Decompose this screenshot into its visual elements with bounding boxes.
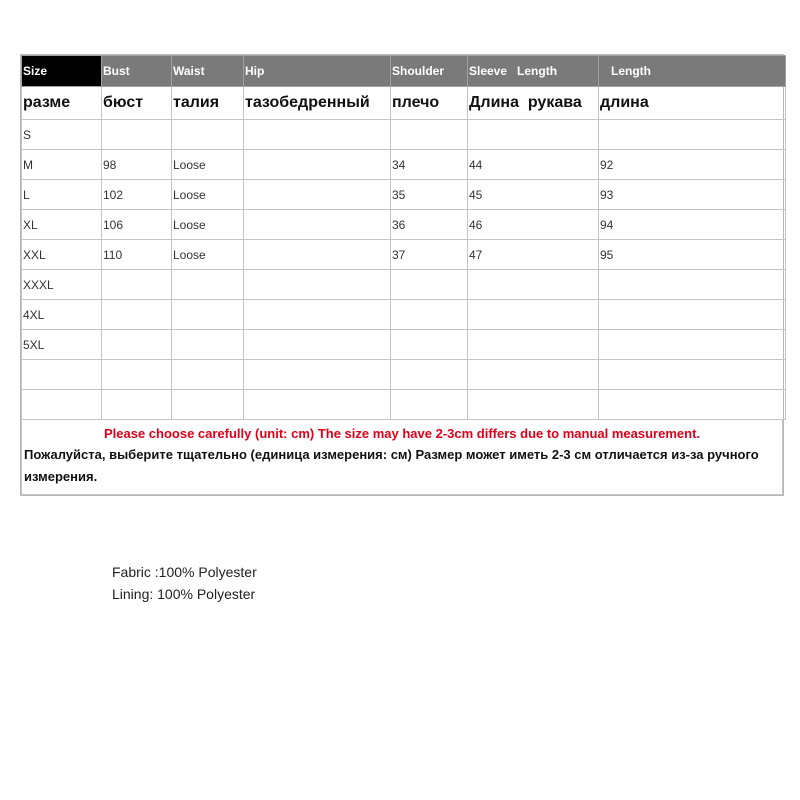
fabric-info [112,561,257,605]
cell-bust: 106 [102,210,172,240]
cell-waist [172,120,244,150]
table-row [22,150,786,180]
header-bust: Bust [102,56,172,87]
cell-waist [172,300,244,330]
cell-shoulder: 37 [391,240,468,270]
header-ru-sleeve-length: Длина рукава [468,87,599,120]
cell-hip [244,300,391,330]
cell-waist [172,360,244,390]
cell-bust: 98 [102,150,172,180]
table-row [22,390,786,420]
cell-bust: 102 [102,180,172,210]
cell-hip [244,270,391,300]
cell-waist: Loose [172,180,244,210]
table-row [22,120,786,150]
cell-length [599,300,786,330]
header-ru-hip: тазобедренный [244,87,391,120]
header-row-russian [22,87,786,120]
header-waist: Waist [172,56,244,87]
cell-hip [244,210,391,240]
table-row [22,330,786,360]
header-shoulder: Shoulder [391,56,468,87]
header-ru-shoulder: плечо [391,87,468,120]
cell-length: 94 [599,210,786,240]
cell-sleeve-length: 46 [468,210,599,240]
cell-sleeve-length [468,390,599,420]
table-row [22,210,786,240]
table-row [22,270,786,300]
note-english: Please choose carefully (unit: cm) The size may have 2-3cm differs due to manual measurement. [103,426,701,441]
cell-hip [244,330,391,360]
cell-size: XL [22,210,102,240]
header-hip: Hip [244,56,391,87]
cell-waist [172,330,244,360]
header-length: Length [599,56,786,87]
cell-bust [102,360,172,390]
cell-sleeve-length [468,270,599,300]
cell-hip [244,240,391,270]
cell-waist: Loose [172,210,244,240]
cell-size: 5XL [22,330,102,360]
cell-length [599,390,786,420]
header-size: Size [22,56,102,87]
cell-shoulder: 35 [391,180,468,210]
cell-shoulder [391,300,468,330]
cell-hip [244,390,391,420]
cell-bust [102,120,172,150]
cell-size: M [22,150,102,180]
cell-bust [102,390,172,420]
cell-length: 93 [599,180,786,210]
size-table [21,55,786,420]
cell-shoulder [391,330,468,360]
size-chart [20,54,784,496]
cell-sleeve-length: 47 [468,240,599,270]
cell-size [22,390,102,420]
cell-sleeve-length [468,120,599,150]
cell-size [22,360,102,390]
cell-hip [244,120,391,150]
table-row [22,240,786,270]
header-sleeve-length: Sleeve Length [468,56,599,87]
cell-sleeve-length [468,300,599,330]
cell-size: XXL [22,240,102,270]
cell-hip [244,360,391,390]
cell-bust: 110 [102,240,172,270]
cell-hip [244,180,391,210]
cell-bust [102,330,172,360]
header-ru-length: длина [599,87,786,120]
cell-sleeve-length [468,330,599,360]
cell-size: L [22,180,102,210]
cell-length: 95 [599,240,786,270]
cell-length [599,270,786,300]
cell-shoulder: 36 [391,210,468,240]
cell-length [599,360,786,390]
cell-length: 92 [599,150,786,180]
cell-waist [172,390,244,420]
cell-size: 4XL [22,300,102,330]
header-ru-size: разме [22,87,102,120]
cell-hip [244,150,391,180]
cell-bust [102,300,172,330]
table-row [22,180,786,210]
cell-waist: Loose [172,150,244,180]
table-row [22,300,786,330]
measurement-note [21,420,783,495]
cell-size: XXXL [22,270,102,300]
cell-shoulder [391,270,468,300]
cell-waist [172,270,244,300]
fabric-composition: Fabric :100% Polyester [112,564,257,580]
cell-shoulder [391,360,468,390]
cell-shoulder [391,390,468,420]
cell-sleeve-length [468,360,599,390]
cell-length [599,120,786,150]
cell-sleeve-length: 44 [468,150,599,180]
cell-length [599,330,786,360]
table-row [22,360,786,390]
cell-waist: Loose [172,240,244,270]
cell-bust [102,270,172,300]
note-russian: Пожалуйста, выберите тщательно (единица измерения: см) Размер может иметь 2-3 см отличается из-за ручного измерения. [24,447,759,484]
cell-sleeve-length: 45 [468,180,599,210]
header-ru-bust: бюст [102,87,172,120]
cell-shoulder [391,120,468,150]
cell-shoulder: 34 [391,150,468,180]
header-row-english [22,56,786,87]
lining-composition: Lining: 100% Polyester [112,586,256,602]
header-ru-waist: талия [172,87,244,120]
cell-size: S [22,120,102,150]
